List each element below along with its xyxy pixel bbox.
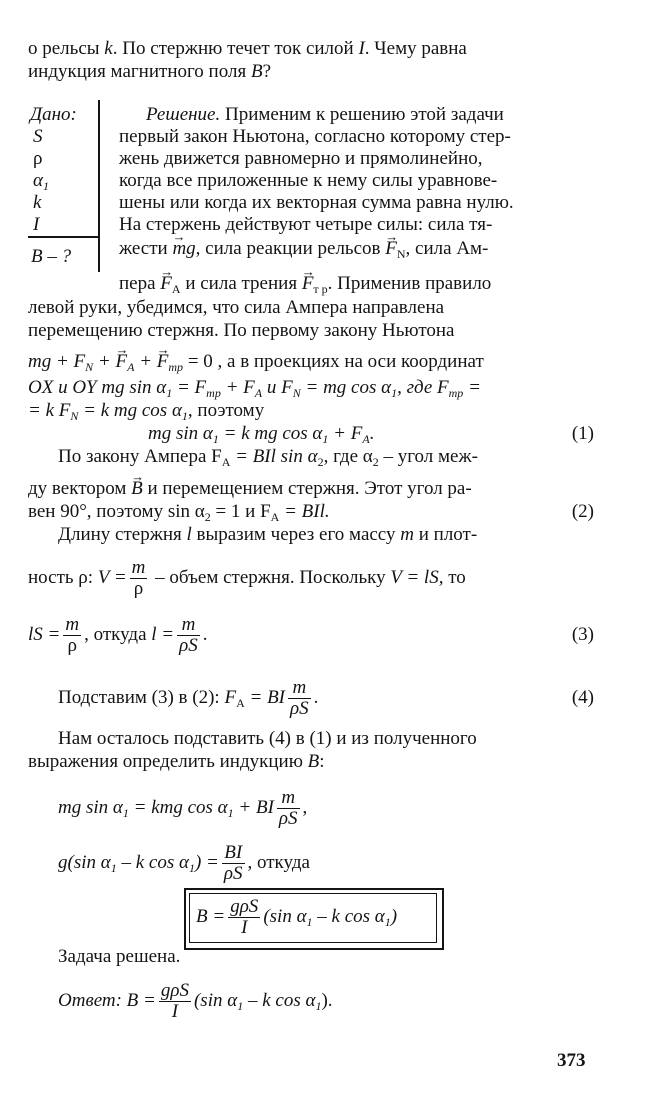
solution-line: первый закон Ньютона, согласно которому стер- [119, 126, 511, 147]
solution-line: перемещению стержня. По первому закону Ньютона [28, 320, 455, 341]
fraction-m-over-rhoS: $\frac{m}{\rho S}$ [278, 787, 298, 830]
equation-number-2: (2) [571, 501, 594, 522]
solution-line: По закону Ампера $F_A$ = BIl $\sin \alpha_2$, где $\alpha_2$ – угол меж- [58, 446, 478, 469]
equation-number-3: (3) [571, 624, 594, 645]
equation-3-line: lS = $\frac{m}{\rho}$ , откуда l = $\frac{m}{\rho S}$ . [28, 614, 208, 657]
boxed-result-formula: B = $\frac{\text{gρS}}{I}$ (sin $\alpha_1$ – k $\cos \alpha_1$) [196, 896, 398, 939]
given-divider-vertical [98, 100, 100, 272]
text-line: о рельсы k. По стержню течет ток силой I. Чему равна [28, 38, 467, 59]
solution-line-density: ность ρ: V = $\frac{m}{\rho}$ – объем стержня. Поскольку V = lS, то [28, 557, 466, 600]
solution-line: = k $F_N = k$ mg $\cos \alpha_1$, поэтому [28, 400, 265, 423]
solution-line: выражения определить индукцию B: [28, 751, 325, 772]
given-item-k: k [33, 192, 42, 213]
given-find: B – ? [31, 246, 72, 267]
given-item-S: S [33, 126, 43, 147]
given-divider-horizontal [28, 236, 100, 238]
fraction-m-over-rhoS: $\frac{m}{\rho S}$ [179, 614, 198, 657]
solution-line: Решение. Применим к решению этой задачи [146, 104, 504, 125]
solution-line: шены или когда их векторная сумма равна нулю. [119, 192, 514, 213]
solution-line: ду вектором → B и перемещением стержня. Этот угол ра- [28, 478, 472, 500]
fraction-BI-over-rhoS: $\frac{BI}{\rho S}$ [223, 842, 243, 885]
given-item-rho: ρ [33, 148, 43, 169]
equation-number-1: (1) [571, 423, 594, 444]
given-item-I: I [33, 214, 40, 235]
equation-number-4: (4) [571, 687, 594, 708]
fraction-m-over-rho: $\frac{m}{\rho}$ [131, 557, 146, 600]
fraction-m-over-rhoS: $\frac{m}{\rho S}$ [290, 677, 309, 720]
answer-line: Ответ: B = $\frac{\text{gρS}}{I}$ (sin $\alpha_1$ – k $\cos \alpha_1$). [58, 980, 333, 1023]
page-number: 373 [557, 1050, 586, 1071]
solution-line: вен 90°, поэтому $\sin \alpha_2 = 1$ и $F_A$ = BIl. [28, 501, 330, 524]
fraction-grhoS-over-I: $\frac{\text{gρS}}{I}$ [160, 980, 189, 1023]
solution-line: Длину стержня l выразим через его массу m и плот- [58, 524, 478, 545]
given-item-alpha: $\alpha_1$ [33, 170, 49, 193]
solution-line: когда все приложенные к нему силы уравнове- [119, 170, 498, 191]
fraction-m-over-rho: $\frac{m}{\rho}$ [65, 614, 80, 657]
solution-done: Задача решена. [58, 946, 181, 967]
equation-4-line: Подставим (3) в (2): $F_A$ = BI $\frac{m}{\rho S}$ . [58, 677, 319, 720]
solution-line: жести → mg, сила реакции рельсов → $F_N$, сила Ам- [119, 238, 488, 260]
solution-line: пера → $F_A$ и сила трения → $F_{т р}$. Применив правило [119, 273, 491, 295]
solution-line: жень движется равномерно и прямолинейно, [119, 148, 483, 169]
text-line: индукция магнитного поля B? [28, 61, 271, 82]
formula-line-2: g(sin $\alpha_1$ – k $\cos \alpha_1$) = $\frac{BI}{\rho S}$ , откуда [58, 842, 310, 885]
given-title: Дано: [30, 104, 77, 125]
equation-1: mg $\sin \alpha_1 = k$ mg $\cos \alpha_1 + F_A$. [148, 423, 375, 446]
solution-line: левой руки, убедимся, что сила Ампера направлена [28, 297, 445, 318]
formula-line-1: mg $\sin \alpha_1$ = kmg $\cos \alpha_1$ + BI $\frac{m}{\rho S}$ , [58, 787, 308, 830]
vector-equation: mg + $F_N$ + → $F_A$ + → $F_{тр} = 0$ , а в проекциях на оси координат [28, 351, 484, 373]
solution-line: На стержень действуют четыре силы: сила тя- [119, 214, 493, 235]
solution-line: OX и OY mg $\sin \alpha_1 = F_{тр} + F_A$ и $F_N$ = mg $\cos \alpha_1$, где $F_{тр}$ = [28, 377, 481, 400]
fraction-grhoS-over-I: $\frac{\text{gρS}}{I}$ [230, 896, 259, 939]
solution-line: Нам осталось подставить (4) в (1) и из полученного [58, 728, 477, 749]
